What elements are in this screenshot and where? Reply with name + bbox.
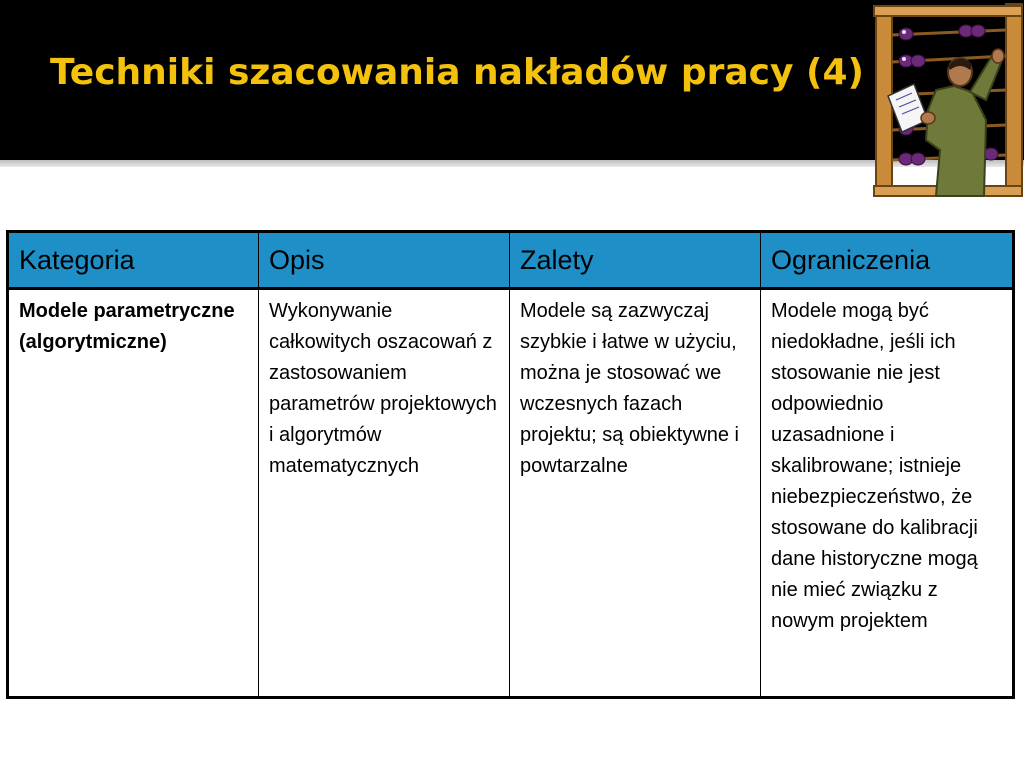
cell-description: Wykonywanie całkowitych oszacowań z zastosowaniem parametrów projektowych i algorytmów matematycznych	[259, 289, 510, 698]
header-category: Kategoria	[8, 232, 259, 289]
estimation-table-container	[6, 230, 1012, 699]
slide-title: Techniki szacowania nakładów pracy (4)	[50, 52, 864, 93]
cell-limitations: Modele mogą być niedokładne, jeśli ich stosowanie nie jest odpowiednio uzasadnione i skalibrowane; istnieje niebezpieczeństwo, że stosowane do kalibracji dane historyczne mogą nie mieć związku z nowym projektem	[761, 289, 1014, 698]
estimation-table	[6, 230, 1015, 699]
cell-category: Modele parametryczne (algorytmiczne)	[8, 289, 259, 698]
header-description: Opis	[259, 232, 510, 289]
table-row	[8, 289, 1014, 698]
cell-advantages: Modele są zazwyczaj szybkie i łatwe w użyciu, można je stosować we wczesnych fazach projektu; są obiektywne i powtarzalne	[510, 289, 761, 698]
header-advantages: Zalety	[510, 232, 761, 289]
header-limitations: Ograniczenia	[761, 232, 1014, 289]
abacus-man-icon	[866, 0, 1024, 200]
table-header-row	[8, 232, 1014, 289]
